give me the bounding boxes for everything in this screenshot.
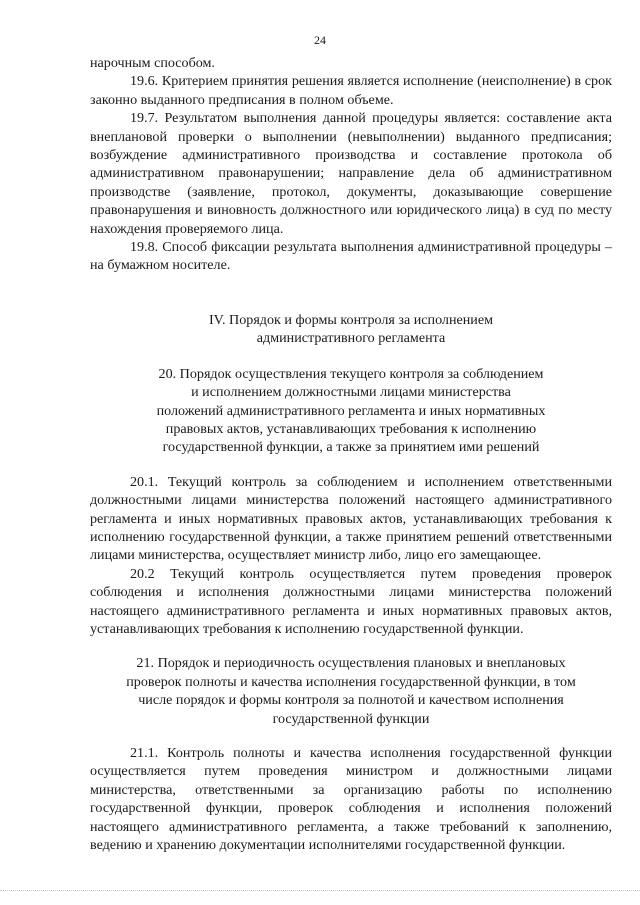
heading-line: административного регламента [256, 330, 446, 347]
page-number: 24 [314, 33, 326, 47]
subsection-heading-21 [90, 654, 612, 728]
heading-line: правовых актов, устанавливающих требования к исполнению [165, 420, 537, 437]
page-bottom-edge [0, 890, 640, 891]
document-body [90, 54, 612, 854]
heading-line: IV. Порядок и формы контроля за исполнением [208, 311, 494, 328]
paragraph-20-1: 20.1. Текущий контроль за соблюдением и исполнением ответственными должностными лицами министерства положений настоящего административного регламента и иных нормативных правовых актов, устанавливающих требования к исполнению государственной функции, а также принятием решений ответственными лицами министерства, осуществляет министр либо, лицо его замещающее. [90, 473, 612, 564]
paragraph-continuation: нарочным способом. [90, 55, 215, 71]
paragraph-19-6: 19.6. Критерием принятия решения является исполнение (неисполнение) в срок законно выданного предписания в полном объеме. [90, 73, 612, 108]
heading-line: числе порядок и формы контроля за полнотой и качеством исполнения [138, 692, 564, 709]
paragraph-19-7: 19.7. Результатом выполнения данной процедуры является: составление акта внеплановой проверки о выполнении (невыполнении) выданного предписания; возбуждение административного производства и составление протокола об административном правонарушении; направление дела об административном производстве (заявление, протокол, документы, доказывающие совершение правонарушения и виновность должностного или юридического лица) в суд по месту нахождения проверяемого лица. [90, 110, 612, 237]
paragraph-20-2: 20.2 Текущий контроль осуществляется путем проведения проверок соблюдения и исполнения должностными лицами министерства положений настоящего административного регламента и иных нормативных правовых актов, устанавливающих требования к исполнению государственной функции. [90, 565, 612, 637]
heading-line: и исполнением должностными лицами министерства [191, 384, 511, 401]
heading-line: проверок полноты и качества исполнения государственной функции, в том [126, 673, 576, 690]
heading-line: государственной функции [272, 710, 430, 727]
heading-line: положений административного регламента и иных нормативных [156, 402, 546, 419]
subsection-heading-20 [90, 365, 612, 457]
heading-line: государственной функции, а также за принятием ими решений [162, 439, 540, 456]
heading-line: 21. Порядок и периодичность осуществления плановых и внеплановых [136, 655, 566, 672]
paragraph-21-1: 21.1. Контроль полноты и качества исполнения государственной функции осуществляется путем проведения министром и должностными лицами министерства, ответственными за организацию работы по исполнению государственной функции, проверок соблюдения и исполнения положений настоящего административного регламента, а также требований к заполнению, ведению и хранению документации исполнителями государственной функции. [90, 745, 612, 854]
paragraph-19-8: 19.8. Способ фиксации результата выполнения административной процедуры – на бумажном носителе. [90, 239, 612, 274]
heading-line: 20. Порядок осуществления текущего контроля за соблюдением [158, 365, 544, 382]
section-heading-iv [90, 311, 612, 348]
